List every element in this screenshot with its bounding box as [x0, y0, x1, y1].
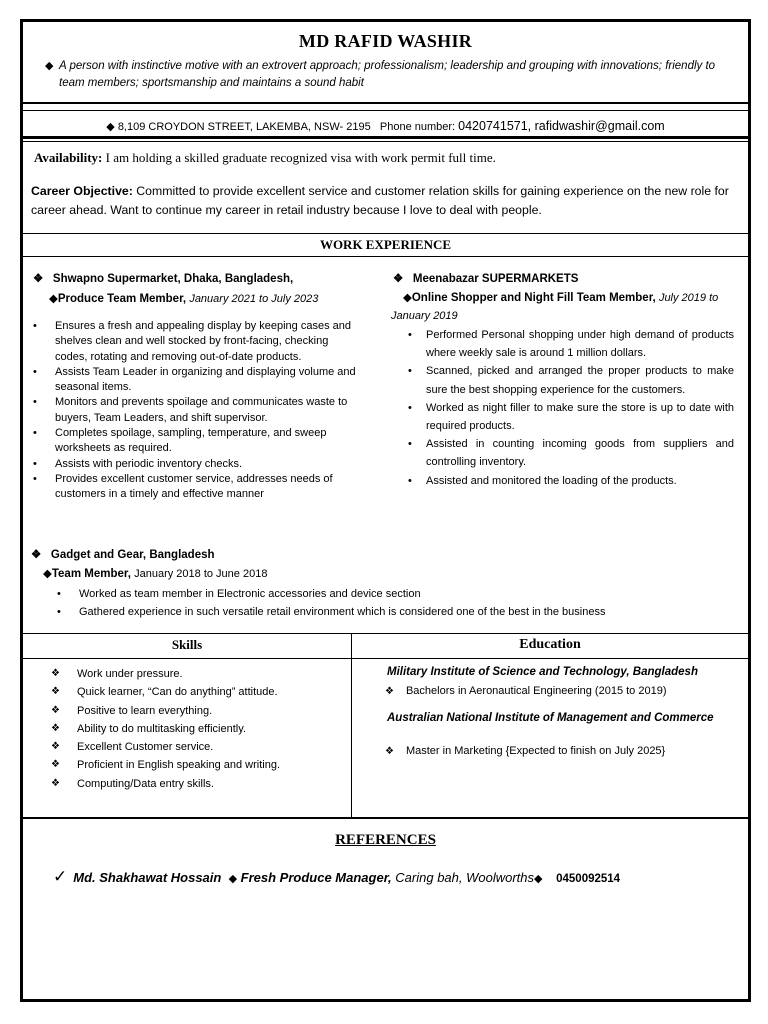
job-dates: January 2018 to June 2018 [134, 568, 268, 580]
star-diamond-icon: ❖ [51, 668, 60, 679]
contact-line [23, 119, 748, 133]
duty-item: • Assisted and monitored the loading of the products. [406, 472, 734, 490]
duty-item: • Gathered experience in such versatile retail environment which is considered one of the best in the business [55, 604, 735, 622]
job-employer: ❖ Meenabazar SUPERMARKETS [393, 273, 579, 285]
reference-role: Fresh Produce Manager, [240, 870, 392, 885]
divider [23, 633, 748, 634]
job-role: ◆Produce Team Member, January 2021 to July 2023 [49, 293, 319, 305]
job-dates: July 2019 to [658, 292, 719, 304]
skill-item: ❖ Positive to learn everything. [51, 702, 347, 720]
resume-page [20, 19, 751, 1002]
duty-list [31, 319, 361, 503]
skills-title: Skills [171, 637, 203, 652]
star-diamond-icon: ❖ [385, 686, 394, 697]
star-diamond-icon: ❖ [51, 686, 60, 698]
job-employer: ❖ Shwapno Supermarket, Dhaka, Bangladesh, [33, 273, 294, 285]
job-role: ◆Online Shopper and Night Fill Team Member, July 2019 to [403, 292, 719, 304]
divider [23, 256, 748, 257]
duty-item: • Completes spoilage, sampling, temperature, and sweep worksheets as required. [31, 426, 361, 457]
duty-item: • Ensures a fresh and appealing display by keeping cases and shelves clean and well stocked by front-facing, checking codes, rotating and removing out-of-date products. [31, 319, 361, 365]
education-degree: ❖ Bachelors in Aeronautical Engineering (2015 to 2019) [385, 685, 667, 697]
duty-item: • Worked as night filler to make sure the store is up to date with required products. [406, 399, 734, 435]
skill-item: ❖ Excellent Customer service. [51, 738, 347, 756]
education-institution: Military Institute of Science and Technology, Bangladesh [387, 666, 698, 678]
diamond-icon: ❖ [33, 273, 44, 285]
duty-item: • Monitors and prevents spoilage and communicates waste to buyers, Team Leaders, and shift supervisor. [31, 395, 361, 426]
star-diamond-icon: ❖ [51, 741, 60, 753]
availability-text: I am holding a skilled graduate recognized visa with work permit full time. [105, 150, 496, 165]
reference-place: Caring bah, Woolworths [395, 870, 535, 885]
objective-text: Committed to provide excellent service and customer relation skills for gaining experience on the new role for career ahead. Want to continue my career in retail industry because I love to deal with people. [31, 184, 729, 217]
column-divider [351, 633, 352, 817]
education-institution: Australian National Institute of Management and Commerce [387, 712, 714, 724]
skill-item: ❖ Proficient in English speaking and writing. [51, 756, 347, 774]
diamond-icon: ◆ [534, 873, 543, 885]
checkmark-icon: ✓ [53, 867, 68, 886]
diamond-icon: ◆ [49, 293, 58, 305]
skills-list [51, 665, 347, 793]
duty-item: • Provides excellent customer service, addresses needs of customers in a timely and effective manner [31, 472, 361, 503]
diamond-icon: ❖ [393, 273, 404, 285]
skill-item: ❖ Ability to do multitasking efficiently. [51, 720, 347, 738]
divider [23, 141, 748, 142]
availability-label: Availability: [34, 150, 103, 165]
skill-item: ❖ Computing/Data entry skills. [51, 775, 347, 793]
skill-item: ❖ Work under pressure. [51, 665, 347, 683]
divider [23, 658, 748, 659]
objective-label: Career Objective: [31, 184, 133, 198]
availability [34, 150, 739, 166]
diamond-icon: ◆ [106, 121, 115, 133]
duty-item: • Worked as team member in Electronic accessories and device section [55, 586, 735, 604]
duty-item: • Performed Personal shopping under high demand of products where weekly sale is around 1 million dollars. [406, 326, 734, 362]
job-dates: January 2021 to July 2023 [189, 293, 319, 305]
phone-email: 0420741571, rafidwashir@gmail.com [458, 119, 665, 133]
divider [23, 136, 748, 139]
diamond-icon: ◆ [43, 568, 52, 580]
skill-item: ❖ Quick learner, “Can do anything” attitude. [51, 683, 347, 701]
star-diamond-icon: ❖ [51, 777, 60, 789]
duty-item: • Scanned, picked and arranged the proper products to make sure the best shopping experience for the customers. [406, 362, 734, 398]
duty-list [406, 326, 734, 490]
duty-list [55, 586, 735, 621]
work-experience-title: WORK EXPERIENCE [319, 237, 452, 252]
reference-entry [53, 867, 620, 887]
diamond-icon: ◆ [45, 60, 54, 72]
diamond-icon: ◆ [228, 873, 238, 885]
duty-item: • Assists with periodic inventory checks. [31, 457, 361, 472]
diamond-icon: ❖ [31, 549, 42, 561]
divider [23, 110, 748, 111]
duty-item: • Assisted in counting incoming goods from suppliers and controlling inventory. [406, 435, 734, 471]
star-diamond-icon: ❖ [51, 722, 60, 734]
tagline [45, 58, 735, 92]
education-degree: ❖ Master in Marketing {Expected to finish on July 2025} [385, 745, 666, 757]
job-employer: ❖ Gadget and Gear, Bangladesh [31, 549, 215, 561]
phone-label: Phone number: [379, 121, 456, 133]
resume-header [23, 22, 748, 104]
reference-name: Md. Shakhawat Hossain [73, 870, 222, 885]
divider [23, 233, 748, 234]
divider [23, 102, 748, 104]
diamond-icon: ◆ [403, 292, 412, 304]
star-diamond-icon: ❖ [51, 759, 60, 771]
address: 8,109 CROYDON STREET, LAKEMBA, NSW- 2195 [117, 121, 371, 133]
job-dates-cont: January 2019 [391, 310, 458, 322]
duty-item: • Assists Team Leader in organizing and displaying volume and seasonal items. [31, 365, 361, 396]
divider [23, 817, 748, 819]
reference-phone: 0450092514 [556, 873, 621, 885]
references-title: REFERENCES [335, 832, 436, 848]
tagline-text: A person with instinctive motive with an extrovert approach; professionalism; leadership and grouping with innovations; friendly to team members; sportsmanship and maintains a sound habit [59, 60, 716, 89]
job-role: ◆Team Member, January 2018 to June 2018 [43, 568, 268, 580]
star-diamond-icon: ❖ [51, 704, 60, 716]
career-objective [31, 182, 743, 220]
candidate-name: MD RAFID WASHIR [298, 31, 473, 51]
education-title: Education [519, 637, 581, 652]
star-diamond-icon: ❖ [385, 746, 394, 757]
